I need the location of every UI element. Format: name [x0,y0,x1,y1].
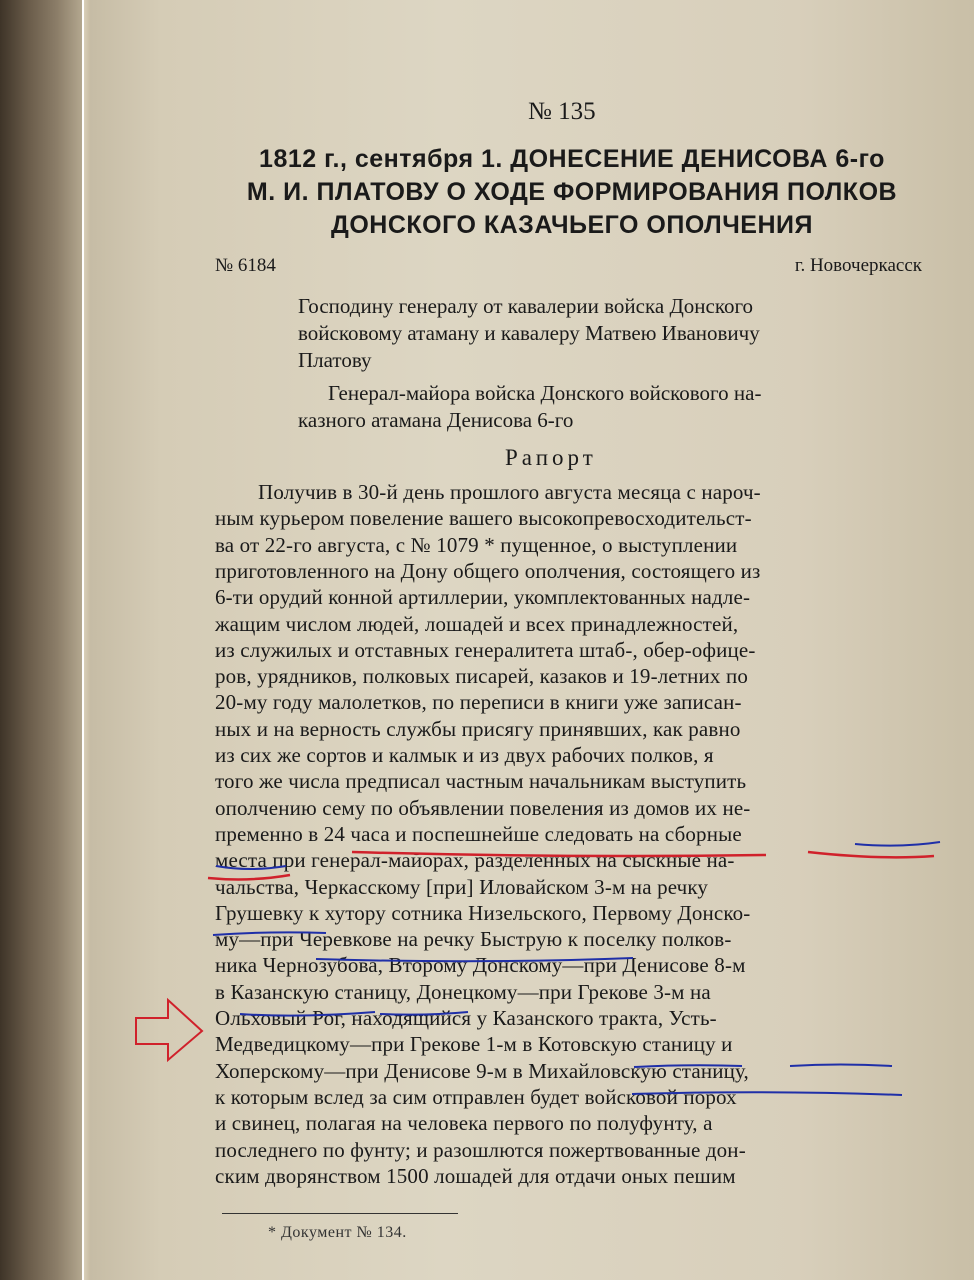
blue-underline-kazanskuyu [240,1012,375,1016]
body-line: места при генерал-майорах, разделенных на сыскные на- [215,848,735,873]
body-line: ополчению сему по объявлении повеления из домов их не- [215,795,751,820]
footnote: * Документ № 134. [268,1224,407,1241]
body-line: в Казанскую станицу, Донецкому—при Грекове 3-м на [215,979,711,1004]
sender-line-2: казного атамана Денисова 6-го [298,408,574,432]
body-line: к которым вслед за сим отправлен будет войсковой порох [215,1084,737,1109]
blue-underline-stanitsu [380,1012,468,1015]
body-line: ров, урядников, полковых писарей, казаков и 19-летних по [215,664,749,689]
body-line: 6-ти орудий конной артиллерии, укомплектованных надле- [215,585,751,610]
body-line: ским дворянством 1500 лошадей для отдачи оных пешим [215,1163,736,1188]
body-line: ным курьером повеление вашего высокопревосходительст- [215,506,752,531]
body-line: ных и на верность службы присягу принявших, как равно [215,716,741,741]
address-line-1: Господину генералу от кавалерии войска Донского [298,294,754,318]
address-line-2: войсковому атаману и кавалеру Матвею Ивановичу [298,321,760,345]
address-line-3: Платову [298,348,372,372]
body-line: ва от 22-го августа, с № 1079 * пущенное, о выступлении [215,532,738,557]
body-line: ника Чернозубова, Второму Донскому—при Денисове 8-м [215,953,746,978]
body-line: жащим числом людей, лошадей и всех принадлежностей, [215,611,739,636]
body-line: из служилых и отставных генералитета штаб-, обер-офице- [215,637,756,662]
archive-number: № 6184 [215,255,276,276]
body-line: Грушевку к хутору сотника Низельского, Первому Донско- [215,900,751,925]
body-line: Получив в 30-й день прошлого августа месяца с нароч- [258,480,761,504]
blue-underline-bystruyu [316,958,633,961]
body-line: Медведицкому—при Грекове 1-м в Котовскую станицу и [215,1032,733,1057]
body-line: чальства, Черкасскому [при] Иловайском 3-м на речку [215,874,709,899]
blue-underline-grushevku [213,932,326,935]
red-underline-24-chasa [352,852,766,856]
body-line: из сих же сортов и калмык и из двух рабочих полков, я [215,743,714,767]
title-line-3: ДОНСКОГО КАЗАЧЬЕГО ОПОЛЧЕНИЯ [331,211,813,239]
body-line: му—при Черевкове на речку Быструю к поселку полков- [215,927,732,952]
red-underline-sbornye [808,852,934,857]
body-line: Хоперскому—при Денисове 9-м в Михайловскую станицу, [215,1058,749,1083]
sender-line-1: Генерал-майора войска Донского войскового на- [328,381,762,405]
blue-underline-kotovskuyu-st [790,1065,892,1067]
title-line-2: М. И. ПЛАТОВУ О ХОДЕ ФОРМИРОВАНИЯ ПОЛКОВ [246,178,898,206]
place-of-origin: г. Новочеркасск [794,255,922,276]
body-line: и свинец, полагая на человека первого по полуфунту, а [215,1111,713,1136]
blue-underline-mesta [216,866,286,869]
body-line: последнего по фунту; и разошлются пожертвованные дон- [215,1137,746,1162]
blue-underline-kotovskuyu [634,1065,742,1067]
body-line: Ольховый Рог, находящийся у Казанского тракта, Усть- [215,1006,717,1030]
blue-underline-mikhailovskuyu [632,1092,902,1095]
red-underline-mesta [208,875,290,879]
title-line-1: 1812 г., сентября 1. ДОНЕСЕНИЕ ДЕНИСОВА 6-го [259,145,885,173]
red-arrow-icon [136,1000,202,1060]
document-number: № 135 [528,98,596,125]
blue-underline-sbornye [855,842,940,846]
body-line: того же числа предписал частным начальникам выступить [215,769,747,794]
body-line: пременно в 24 часа и поспешнейше следовать на сборные [215,821,742,846]
report-heading: Рапорт [505,445,597,470]
body-line: 20-му году малолетков, по переписи в книги уже записан- [215,690,742,715]
body-line: приготовленного на Дону общего ополчения, состоящего из [215,558,761,583]
